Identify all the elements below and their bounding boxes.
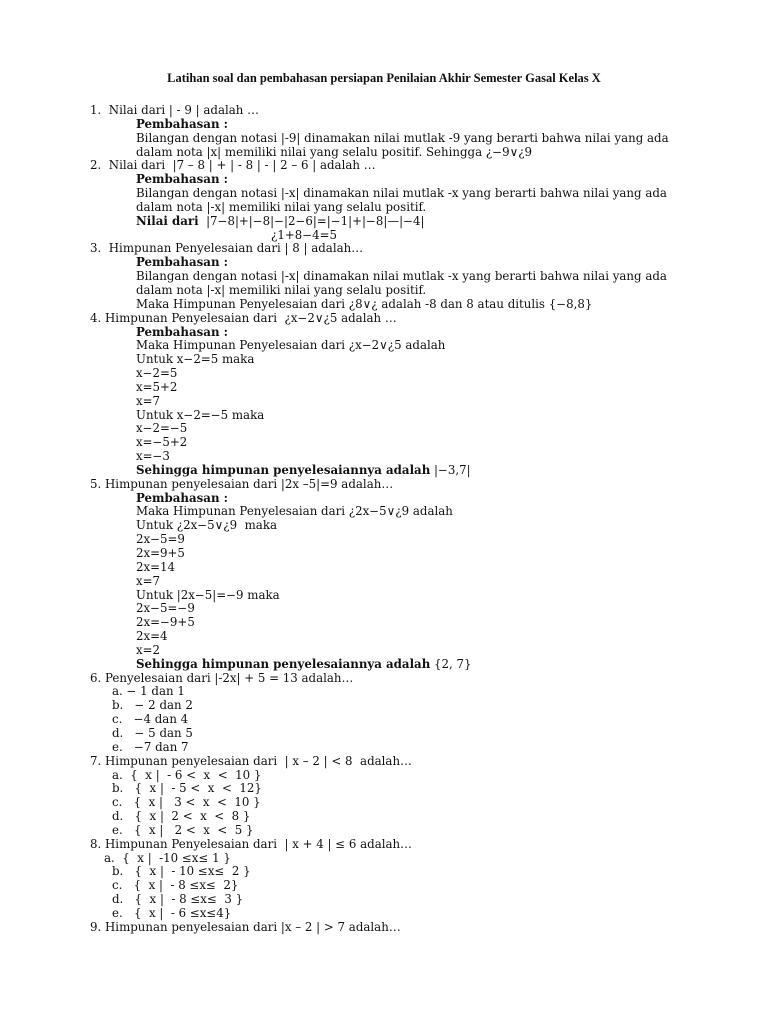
line-text: {2, 7} xyxy=(430,656,472,671)
document-line: e. { x | 2 < x < 5 } xyxy=(112,822,254,837)
document-line: c. { x | 3 < x < 10 } xyxy=(112,795,261,810)
document-line: 6. Penyelesaian dari |-2x| + 5 = 13 adalah… xyxy=(90,670,354,685)
pembahasan-heading: Pembahasan : xyxy=(136,324,228,339)
document-line: 2. Nilai dari |7 – 8 | + | - 8 | - | 2 – 6 | adalah … xyxy=(90,158,376,173)
document-line: x−2=−5 xyxy=(136,421,188,436)
document-line: x=7 xyxy=(136,573,161,588)
document-line: Maka Himpunan Penyelesaian dari ¿x−2∨¿5 adalah xyxy=(136,338,446,353)
document-line: Untuk ¿2x−5∨¿9 maka xyxy=(136,518,278,533)
document-line: d. { x | 2 < x < 8 } xyxy=(112,809,251,824)
document-line: e. −7 dan 7 xyxy=(112,739,189,754)
document-line: a. { x | - 6 < x < 10 } xyxy=(112,767,262,782)
document-line: dalam nota |x| memiliki nilai yang selalu positif. Sehingga ¿−9∨¿9 xyxy=(136,144,533,159)
document-line: x=−5+2 xyxy=(136,435,188,450)
document-line: 8. Himpunan Penyelesaian dari | x + 4 | ≤ 6 adalah… xyxy=(90,836,412,851)
pembahasan-heading: Pembahasan : xyxy=(136,116,228,131)
line-text: |7−8|+|−8|−|2−6|=|−1|+|−8|—|−4| xyxy=(198,213,425,228)
document-line: b. { x | - 5 < x < 12} xyxy=(112,781,262,796)
document-line: 2x−5=9 xyxy=(136,532,185,547)
document-line: 5. Himpunan penyelesaian dari |2x –5|=9 adalah… xyxy=(90,476,394,491)
document-line: Maka Himpunan Penyelesaian dari ¿2x−5∨¿9 adalah xyxy=(136,504,453,519)
line-text: |−3,7| xyxy=(430,462,471,477)
document-line: 3. Himpunan Penyelesaian dari | 8 | adalah… xyxy=(90,241,364,256)
document-line xyxy=(90,464,690,478)
document-line: ¿1+8−4=5 xyxy=(136,227,337,242)
document-line: x=5+2 xyxy=(136,379,178,394)
document-line: 7. Himpunan penyelesaian dari | x – 2 | < 8 adalah… xyxy=(90,753,412,768)
document-line: 2x=4 xyxy=(136,629,168,644)
document-line: b. { x | - 10 ≤x≤ 2 } xyxy=(112,864,251,879)
document-line: d. − 5 dan 5 xyxy=(112,725,193,740)
document-body xyxy=(90,104,690,935)
document-line: c. { x | - 8 ≤x≤ 2} xyxy=(112,878,239,893)
document-line: dalam nota |-x| memiliki nilai yang selalu positif. xyxy=(136,199,427,214)
document-line: Untuk |2x−5|=−9 maka xyxy=(136,587,280,602)
bold-label: Sehingga himpunan penyelesaiannya adalah xyxy=(136,462,431,477)
document-line xyxy=(90,658,690,672)
document-line: a. { x | -10 ≤x≤ 1 } xyxy=(104,850,231,865)
document-line: Bilangan dengan notasi |-x| dinamakan nilai mutlak -x yang berarti bahwa nilai yang ada xyxy=(136,269,667,284)
document-line: Untuk x−2=5 maka xyxy=(136,352,255,367)
document-line: c. −4 dan 4 xyxy=(112,712,189,727)
bold-label: Sehingga himpunan penyelesaiannya adalah xyxy=(136,656,431,671)
document-line: 9. Himpunan penyelesaian dari |x – 2 | > 7 adalah… xyxy=(90,919,401,934)
document-line: 2x=9+5 xyxy=(136,546,185,560)
pembahasan-heading: Pembahasan : xyxy=(136,172,228,187)
document-line: x=2 xyxy=(136,642,161,657)
document-line: Bilangan dengan notasi |-9| dinamakan nilai mutlak -9 yang berarti bahwa nilai yang ada xyxy=(136,130,669,145)
document-line: d. { x | - 8 ≤x≤ 3 } xyxy=(112,892,244,907)
document-line: Maka Himpunan Penyelesaian dari ¿8∨¿ adalah -8 dan 8 atau ditulis {−8,8} xyxy=(136,296,593,311)
document-line: Untuk x−2=−5 maka xyxy=(136,407,265,422)
document-line: 2x−5=−9 xyxy=(136,601,195,616)
document-line: x−2=5 xyxy=(136,366,178,381)
page-title: Latihan soal dan pembahasan persiapan Penilaian Akhir Semester Gasal Kelas X xyxy=(167,71,601,85)
document-line: 4. Himpunan Penyelesaian dari ¿x−2∨¿5 adalah … xyxy=(90,310,397,325)
document-line: a. − 1 dan 1 xyxy=(112,684,185,699)
document-line: b. − 2 dan 2 xyxy=(112,698,193,713)
document-line: 2x=−9+5 xyxy=(136,615,195,630)
pembahasan-heading: Pembahasan : xyxy=(136,490,228,505)
document-line: 2x=14 xyxy=(136,559,176,574)
document-line: x=−3 xyxy=(136,449,170,464)
document-line: e. { x | - 6 ≤x≤4} xyxy=(112,905,232,920)
document-line: dalam nota |-x| memiliki nilai yang selalu positif. xyxy=(136,282,427,297)
document-line: 1. Nilai dari | - 9 | adalah … xyxy=(90,103,259,117)
document-line: x=7 xyxy=(136,393,161,408)
pembahasan-heading: Pembahasan : xyxy=(136,255,228,270)
bold-label: Nilai dari xyxy=(136,213,199,228)
document-line: Bilangan dengan notasi |-x| dinamakan nilai mutlak -x yang berarti bahwa nilai yang ada xyxy=(136,186,667,201)
document-line xyxy=(90,215,690,229)
